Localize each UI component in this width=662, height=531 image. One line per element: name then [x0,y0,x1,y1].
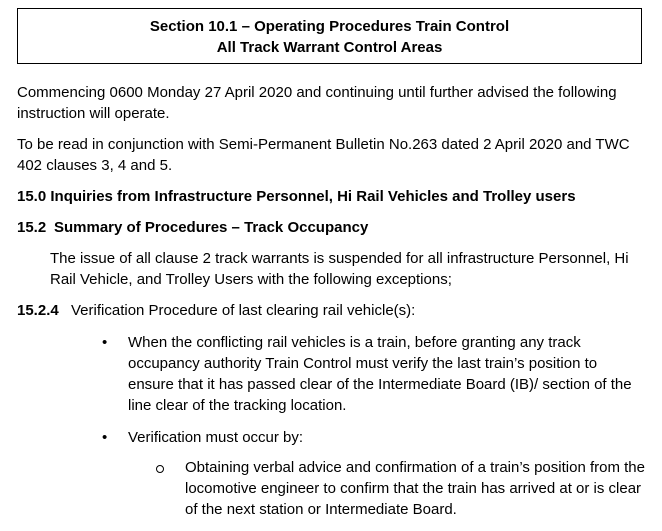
section-15-2-body: The issue of all clause 2 track warrants is suspended for all infrastructure Personnel, Hi Rail Vehicle, and Trolley Users with the following exceptions; [50,250,629,288]
title-line-2: All Track Warrant Control Areas [216,39,443,56]
section-title-box [17,8,642,64]
intro-paragraph-2: To be read in conjunction with Semi-Permanent Bulletin No.263 dated 2 April 2020 and TWC 402 clauses 3, 4 and 5. [17,136,630,174]
bullet-item-2: Verification must occur by: [128,429,304,446]
sub-bullet-item-1: Obtaining verbal advice and confirmation of a train’s position from the locomotive engineer to confirm that the train has arrived at or is clear of the next station or Intermediate Board. [185,459,645,518]
circle-bullet-icon [156,465,164,473]
intro-paragraph-1: Commencing 0600 Monday 27 April 2020 and continuing until further advised the following instruction will operate. [17,84,617,122]
heading-15-2-4-number: 15.2.4 [17,302,59,319]
bullet-item-1: When the conflicting rail vehicles is a train, before granting any track occupancy authority Train Control must verify the last train’s position to ensure that it has passed clear of the Intermediate Board (IB)/ section of the line clear of the tracking location. [128,334,632,414]
bullet-icon-2: • [102,429,108,446]
heading-15-2-number: 15.2 [17,219,47,236]
heading-15-2-title: Summary of Procedures – Track Occupancy [54,219,369,236]
bullet-icon-1: • [102,334,108,351]
heading-15-0: 15.0 Inquiries from Infrastructure Personnel, Hi Rail Vehicles and Trolley users [17,188,576,205]
title-line-1: Section 10.1 – Operating Procedures Train Control [149,18,510,35]
heading-15-2-4-title: Verification Procedure of last clearing rail vehicle(s): [71,302,416,319]
